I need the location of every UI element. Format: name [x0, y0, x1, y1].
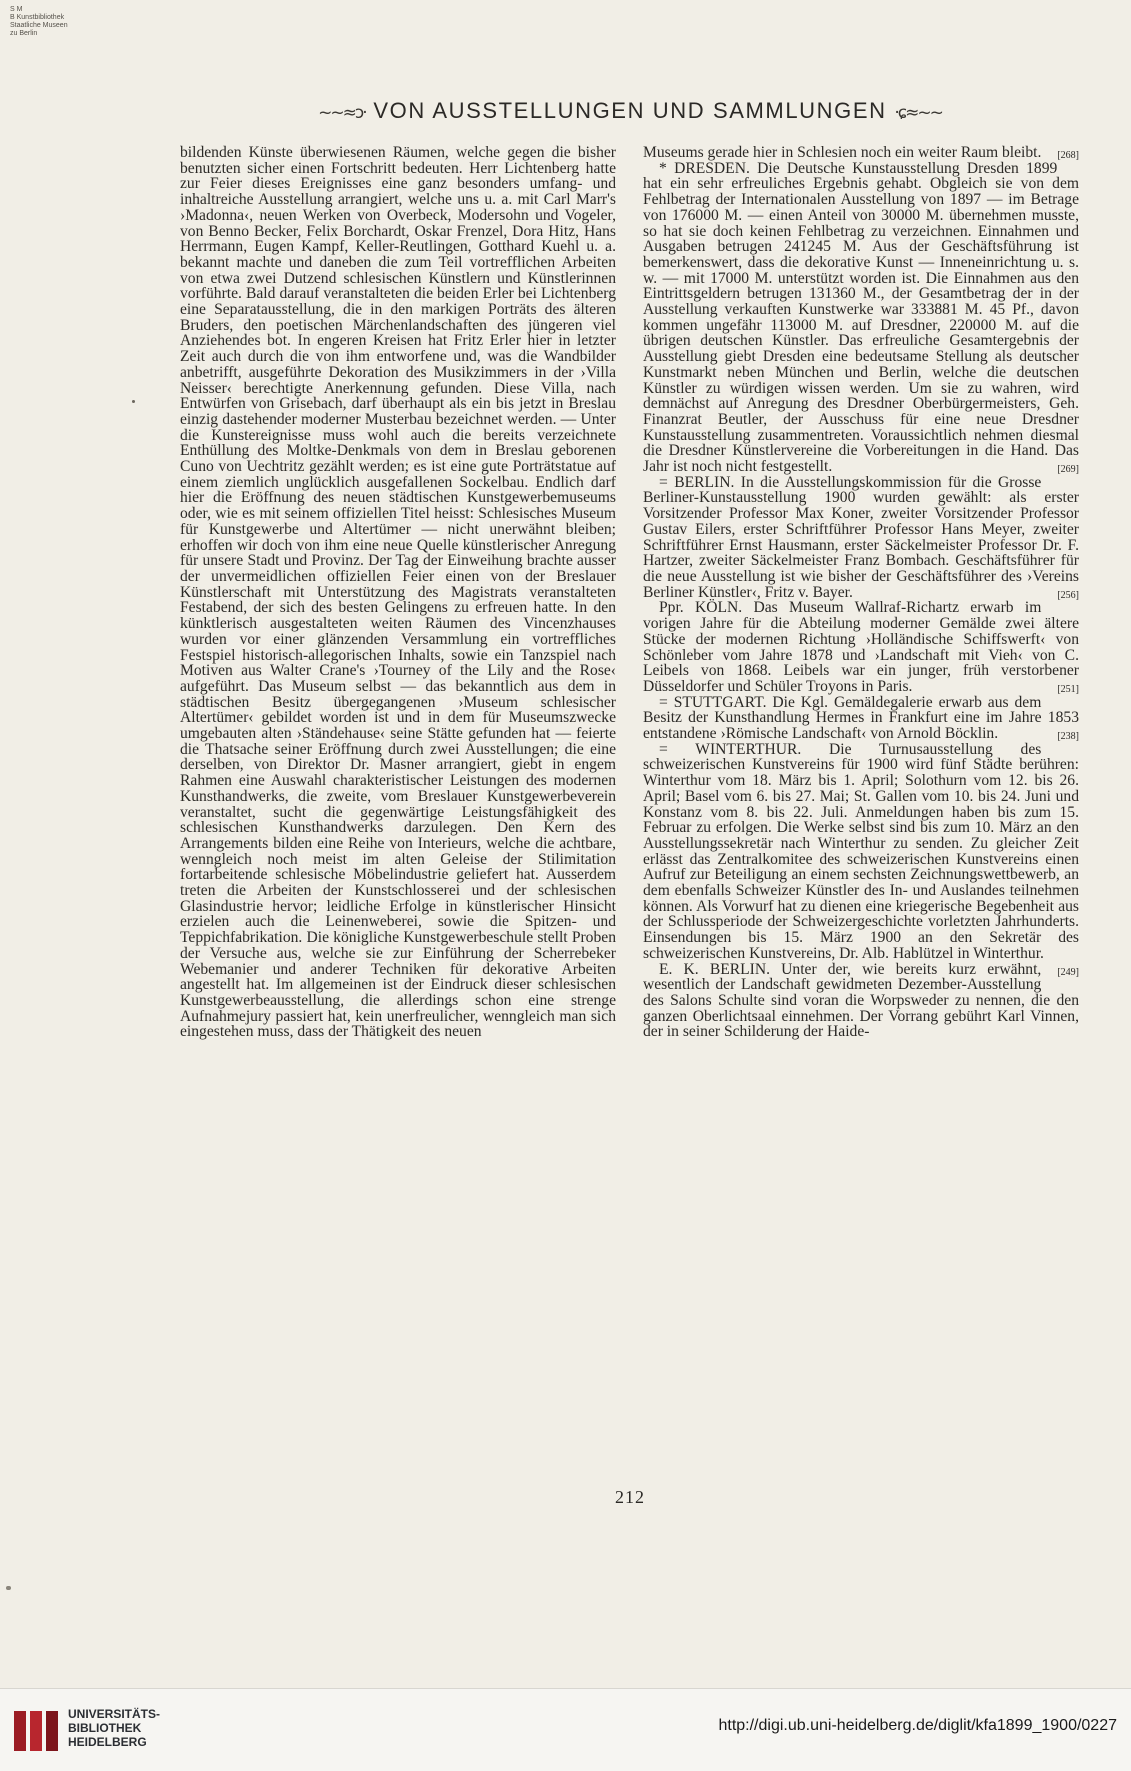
paragraph: Ppr. KÖLN. Das Museum Wallraf-Richartz erwarb im vorigen Jahre für die Abteilung moderner Gemälde zwei ältere Stücke der modernen Richtung ›Holländische Schiffswerft‹ von Schönleber vom Jahre 1878 und ›Landschaft mit Vieh‹ von C. Leibels von 1868. Leibels war ein junger, früh verstorbener Düsseldorfer und Schüler Troyons in Paris. [251] [643, 600, 1079, 694]
source-url-link[interactable]: http://digi.ub.uni-heidelberg.de/diglit/kfa1899_1900/0227 [718, 1717, 1117, 1734]
library-stamp: S M B Kunstbibliothek Staatliche Museen zu Berlin [10, 6, 68, 37]
text-column-right [643, 145, 1079, 1475]
library-logo-icon [8, 1703, 64, 1759]
paragraph: E. K. BERLIN. Unter der, wie bereits kurz erwähnt, wesentlich der Landschaft gewidmeten Dezember-Ausstellung des Salons Schulte sind voran die Worpsweder zu nennen, die den ganzen Oberlichtsaal einnehmen. Der Vorrang gebührt Karl Vinnen, der in seiner Schilderung der Haide- [643, 960, 1079, 1041]
ornament-right-icon: ·ɕ≈~~ [894, 103, 942, 123]
library-name: UNIVERSITÄTS- BIBLIOTHEK HEIDELBERG [68, 1707, 161, 1749]
paragraph: = STUTTGART. Die Kgl. Gemäldegalerie erwarb aus dem Besitz der Kunsthandlung Hermes in Frankfurt eine im Jahre 1853 entstandene ›Römische Landschaft‹ von Arnold Böcklin. [238] [643, 695, 1079, 742]
paragraph: bildenden Künste überwiesenen Räumen, welche gegen die bisher benutzten sicher einen Fortschritt bedeuten. Herr Lichtenberg hatte zur Feier dieses Ereignisses eine ganz besonders umfang- und inhaltreiche Ausstellung arrangiert, welche uns u. a. mit Carl Marr's ›Madonna‹, neuen Werken von Overbeck, Modersohn und Vogeler, von Benno Becker, Felix Borchardt, Oskar Frenzel, Dora Hitz, Hans Herrmann, Eugen Kampf, Keller-Reutlingen, Gotthard Kuehl u. a. bekannt machte und daneben die zum Teil vortrefflichen Arbeiten von etwa zwei Dutzend schlesischen Künstlern und Künstlerinnen vorführte. Bald darauf veranstalteten die beiden Erler bei Lichtenberg eine Separatausstellung, die in den markigen Porträts des älteren Bruders, den poetischen Märchenlandschaften des jüngeren viel Anziehendes bot. In engeren Kreisen hat Fritz Erler hier in letzter Zeit auch durch die von ihm entworfene und, was die Wandbilder anbetrifft, ausgeführte Dekoration des Musikzimmers in der ›Villa Neisser‹ berechtigte Anerkennung gefunden. Diese Villa, nach Entwürfen von Grisebach, darf überhaupt als ein bis jetzt in Breslau einzig dastehender moderner Musterbau bezeichnet werden. — Unter die Kunstereignisse muss wohl auch die bereits verzeichnete Enthüllung des Moltke-Denkmals von dem in Breslau geborenen Cuno von Uechtritz gezählt werden; es ist eine gute Porträtstatue auf einem ziemlich unglücklich ausgefallenen Sockelbau. Endlich darf hier die Eröffnung des neuen städtischen Kunstgewerbemuseums oder, wie es mit seinem offiziellen Titel heisst: Schlesisches Museum für Kunstgewerbe und Altertümer — nicht unerwähnt bleiben; erhoffen wir doch von ihm eine neue Quelle künstlerischer Anregung für unsere Stadt und Provinz. Der Tag der Einweihung brachte ausser der unvermeidlichen offiziellen Feier einen von der Breslauer Künstlerschaft mit Unterstützung des Magistrats veranstalteten Festabend, der sich des besten Gelingens zu erfreuen hatte. In den künktlerisch ausgestalteten weiten Räumen des Vincenzhauses wurden vor einer glänzenden Versammlung ein vortreffliches Festspiel historisch-allegorischen Inhalts, sowie ein Tanzspiel nach Motiven aus Walter Crane's ›Tourney of the Lily and the Rose‹ aufgeführt. Das Museum selbst — das bekanntlich aus dem in städtischen Besitz übergegangenen ›Museum schlesischer Altertümer‹ gebildet worden ist und in dem für Museumszwecke umgebauten alten ›Ständehause‹ seine Stätte gefunden hat — feierte die Thatsache seiner Eröffnung durch zwei Ausstellungen; die eine derselben, von Direktor Dr. Masner arrangiert, giebt in engem Rahmen eine Auswahl charakteristischer Leistungen des modernen Kunsthandwerks, die zweite, vom Breslauer Kunstgewerbeverein veranstaltet, sucht die gegenwärtige Leistungsfähigkeit des schlesischen Kunsthandwerks darzulegen. Den Kern des Arrangements bilden eine Reihe von Interieurs, welche die achtbare, wenngleich noch meist im alten Geleise der Stilimitation fortarbeitende schlesische Möbelindustrie geliefert hat. Ausserdem treten die Arbeiten der Kunstschlosserei und der schlesischen Glasindustrie hervor; leidliche Erfolge in künstlerischer Hinsicht erzielen auch die Leinenweberei, sowie die Spitzen- und Teppichfabrikation. Die königliche Kunstgewerbeschule stellt Proben der Versuche aus, welche sie zur Einführung der Scherrebeker Webemanier und anderer Techniken für dekorative Arbeiten angestellt hat. Im allgemeinen ist der Eindruck dieser schlesischen Kunstgewerbeausstellung, die allerdings schon eine strenge Aufnahmejury passiert hat, kein unerfreulicher, wenngleich man sich eingestehen muss, dass der Thätigkeit des neuen [180, 145, 616, 1041]
section-title: VON AUSSTELLUNGEN UND SAMMLUNGEN [373, 98, 887, 123]
paragraph: = BERLIN. In die Ausstellungskommission für die Grosse Berliner-Kunstausstellung 1900 wurden gewählt: als erster Vorsitzender Professor Max Koner, zweiter Vorsitzender Professor Gustav Eilers, erster Schriftführer Professor Hans Meyer, zweiter Schriftführer Ernst Hausmann, erster Säckelmeister Professor Dr. F. Hartzer, zweiter Säckelmeister Franz Bombach. Geschäftsführer für die neue Ausstellung ist wie bisher der Geschäftsführer des ›Vereins Berliner Künstler‹, Fritz v. Bayer. [256] [643, 475, 1079, 601]
reference-number: [268] [1057, 150, 1079, 161]
scan-speck [6, 1586, 11, 1590]
paragraph: Museums gerade hier in Schlesien noch ein weiter Raum bleibt. [268] [643, 145, 1079, 161]
ornament-left-icon: ~~≈ɔ· [318, 103, 366, 123]
text-column-left [180, 145, 616, 1475]
reference-number: [269] [1057, 464, 1079, 476]
reference-number: [238] [1057, 731, 1079, 743]
section-header [180, 98, 1080, 124]
reference-number: [249] [1057, 966, 1079, 978]
margin-mark [132, 400, 135, 403]
reference-number: [256] [1057, 589, 1079, 601]
page-number: 212 [615, 1487, 645, 1507]
footer-bar [0, 1688, 1131, 1771]
paragraph: = WINTERTHUR. Die Turnusausstellung des schweizerischen Kunstvereins für 1900 wird fünf Städte berühren: Winterthur vom 18. März bis 1. April; Solothurn vom 12. bis 26. April; Basel vom 6. bis 27. Mai; St. Gallen vom 10. bis 24. Juni und Konstanz vom 8. bis 22. Juli. Anmeldungen haben bis zum 15. Februar zu erfolgen. Die Werke selbst sind bis zum 10. März an den Ausstellungssekretär nach Winterthur zu senden. Zu gleicher Zeit erlässt das Zentralkomitee des schweizerischen Kunstvereins einen Aufruf zur Beteiligung an einem sechsten Zeichnungswettbewerb, an dem ebenfalls Schweizer Künstler des In- und Auslandes teilnehmen können. Als Vorwurf hat zu dienen eine kriegerische Begebenheit aus der Schlussperiode der Schweizergeschichte vorletzten Jahrhunderts. Einsendungen bis 15. März 1900 an den Sekretär des schweizerischen Kunstvereins, Dr. Alb. Hablützel in Winterthur. [249] [643, 742, 1079, 962]
reference-number: [251] [1057, 683, 1079, 695]
paragraph: * DRESDEN. Die Deutsche Kunstausstellung Dresden 1899 hat ein sehr erfreuliches Ergebnis gehabt. Obgleich sie von dem Fehlbetrag der Internationalen Ausstellung von 1897 — im Betrage von 176000 M. — einen Anteil von 30000 M. übernehmen musste, so hat sie doch keinen Fehlbetrag zu verzeichnen. Einnahmen und Ausgaben betrugen 241245 M. Aus der Geschäftsführung ist bemerkenswert, dass die dekorative Kunst — Inneneinrichtung u. s. w. — mit 17000 M. unterstützt worden ist. Die Einnahmen aus den Eintrittsgeldern betrugen 131360 M., der Gesamtbetrag der in der Ausstellung verkauften Kunstwerke war 333881 M. 45 Pf., davon kommen ungefähr 113000 M. auf Dresdner, 220000 M. auf die übrigen deutschen Künstler. Das erfreuliche Gesamtergebnis der Ausstellung giebt Dresden eine bedeutsame Stellung als deutscher Kunstmarkt neben München und Berlin, welche die deutschen Künstler zu würdigen wissen werden. Um sie zu wahren, wird demnächst auf Anregung des Dresdner Oberbürgermeisters, Geh. Finanzrat Beutler, der Ausschuss für eine neue Dresdner Kunstausstellung zusammentreten. Voraussichtlich nehmen diesmal die Dresdner Künstlervereine die Vorbereitungen in die Hand. Das Jahr ist noch nicht festgestellt. [269] [643, 161, 1079, 475]
